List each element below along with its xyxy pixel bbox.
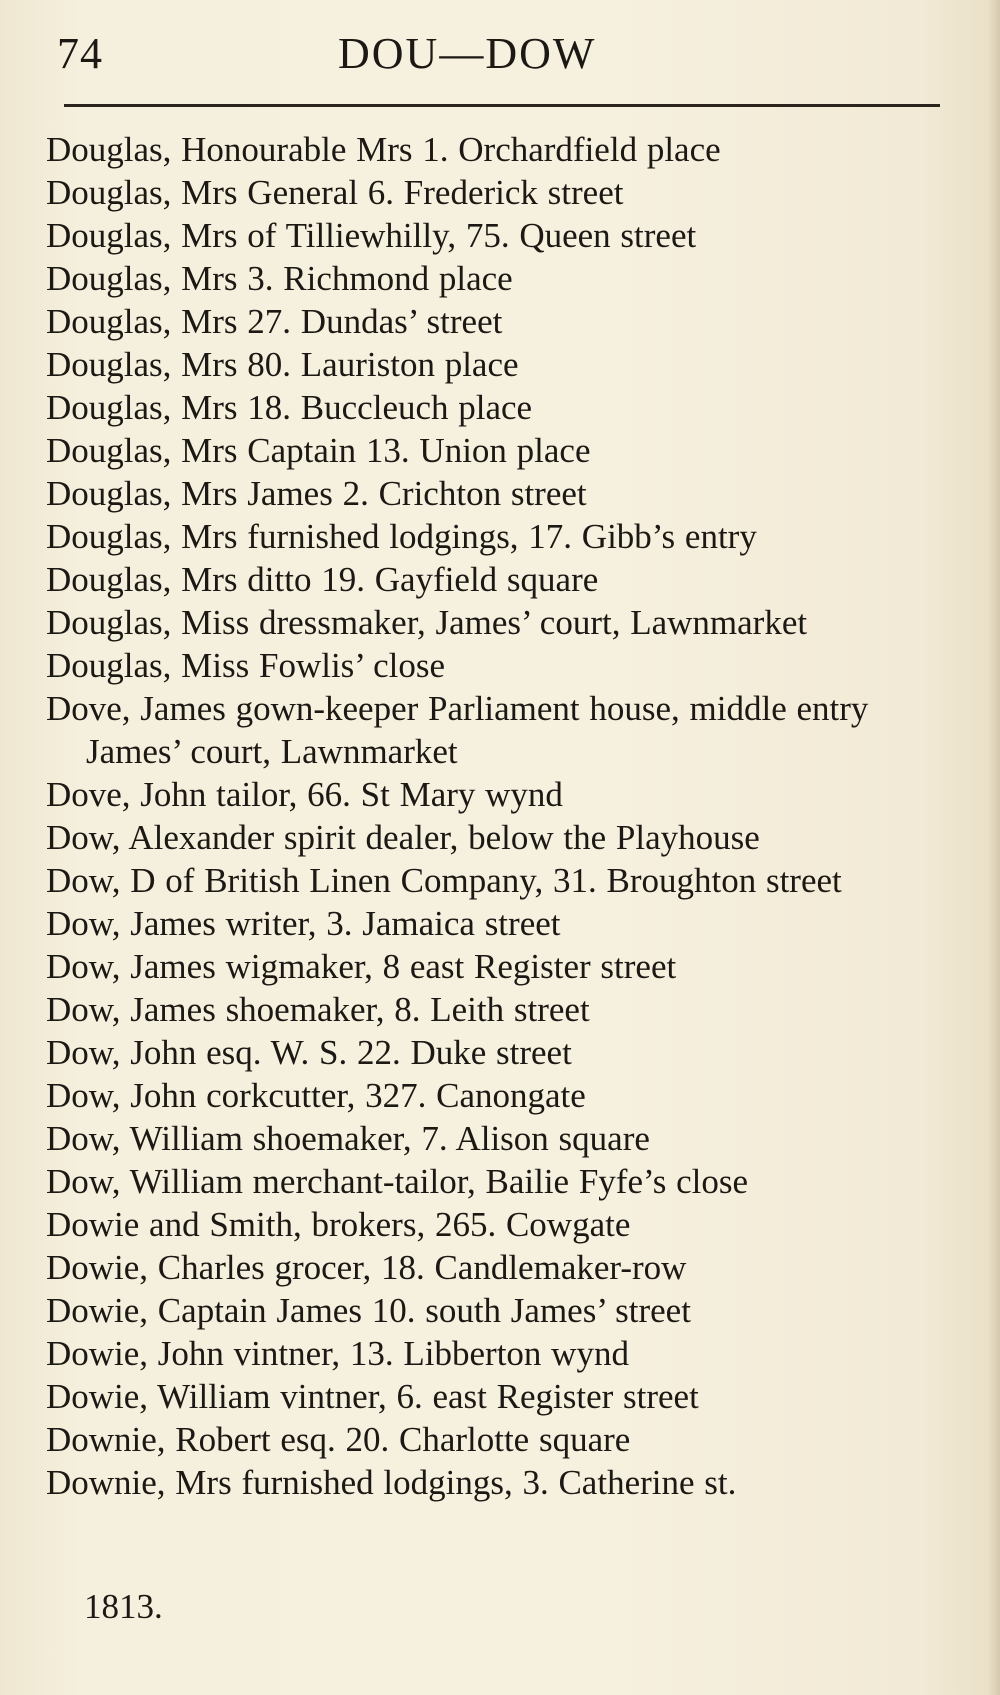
directory-entry: Douglas, Mrs 3. Richmond place [46,259,513,298]
directory-entry: Douglas, Miss Fowlis’ close [46,646,446,685]
printer-signature: 1813. [84,1587,163,1626]
directory-entry: Dove, John tailor, 66. St Mary wynd [46,775,563,814]
directory-entry: Douglas, Miss dressmaker, James’ court, Lawnmarket [46,603,808,642]
directory-entry: Douglas, Mrs furnished lodgings, 17. Gibb’s entry [46,517,757,556]
directory-entry: Douglas, Honourable Mrs 1. Orchardfield place [46,130,721,169]
directory-entry: Dow, John esq. W. S. 22. Duke street [46,1033,572,1072]
directory-entry: Dow, Alexander spirit dealer, below the Playhouse [46,818,760,857]
directory-entry: Douglas, Mrs Captain 13. Union place [46,431,591,470]
directory-entry: Dow, James wigmaker, 8 east Register street [46,947,677,986]
directory-entry: Dow, John corkcutter, 327. Canongate [46,1076,586,1115]
page-header [0,22,1000,82]
directory-entry: Dowie, William vintner, 6. east Register street [46,1377,699,1416]
running-head: DOU—DOW [338,29,597,78]
directory-entry: Dowie and Smith, brokers, 265. Cowgate [46,1205,631,1244]
directory-entry: Dowie, John vintner, 13. Libberton wynd [46,1334,629,1373]
directory-entry: Dow, William shoemaker, 7. Alison square [46,1119,650,1158]
page-edge-shadow [988,0,1000,1695]
directory-entry: Downie, Mrs furnished lodgings, 3. Catherine st. [46,1463,737,1502]
directory-entry: Dow, D of British Linen Company, 31. Broughton street [46,861,842,900]
directory-entry: Dove, James gown-keeper Parliament house, middle entry James’ court, Lawnmarket [46,689,869,771]
directory-entry: Douglas, Mrs 18. Buccleuch place [46,388,533,427]
directory-entry: Dowie, Captain James 10. south James’ street [46,1291,691,1330]
directory-entry: Douglas, Mrs General 6. Frederick street [46,173,624,212]
directory-entry: Dow, James writer, 3. Jamaica street [46,904,561,943]
directory-entry: Dowie, Charles grocer, 18. Candlemaker-row [46,1248,687,1287]
directory-entry: Douglas, Mrs James 2. Crichton street [46,474,587,513]
directory-entry: Downie, Robert esq. 20. Charlotte square [46,1420,631,1459]
directory-entry: Dow, James shoemaker, 8. Leith street [46,990,590,1029]
page-number: 74 [57,29,103,78]
directory-entry: Douglas, Mrs 80. Lauriston place [46,345,519,384]
directory-entry-list [46,128,946,1504]
directory-entry: Douglas, Mrs ditto 19. Gayfield square [46,560,599,599]
directory-entry: Douglas, Mrs of Tilliewhilly, 75. Queen street [46,216,697,255]
header-rule [64,104,940,107]
directory-entry: Douglas, Mrs 27. Dundas’ street [46,302,503,341]
directory-entry: Dow, William merchant-tailor, Bailie Fyfe’s close [46,1162,749,1201]
